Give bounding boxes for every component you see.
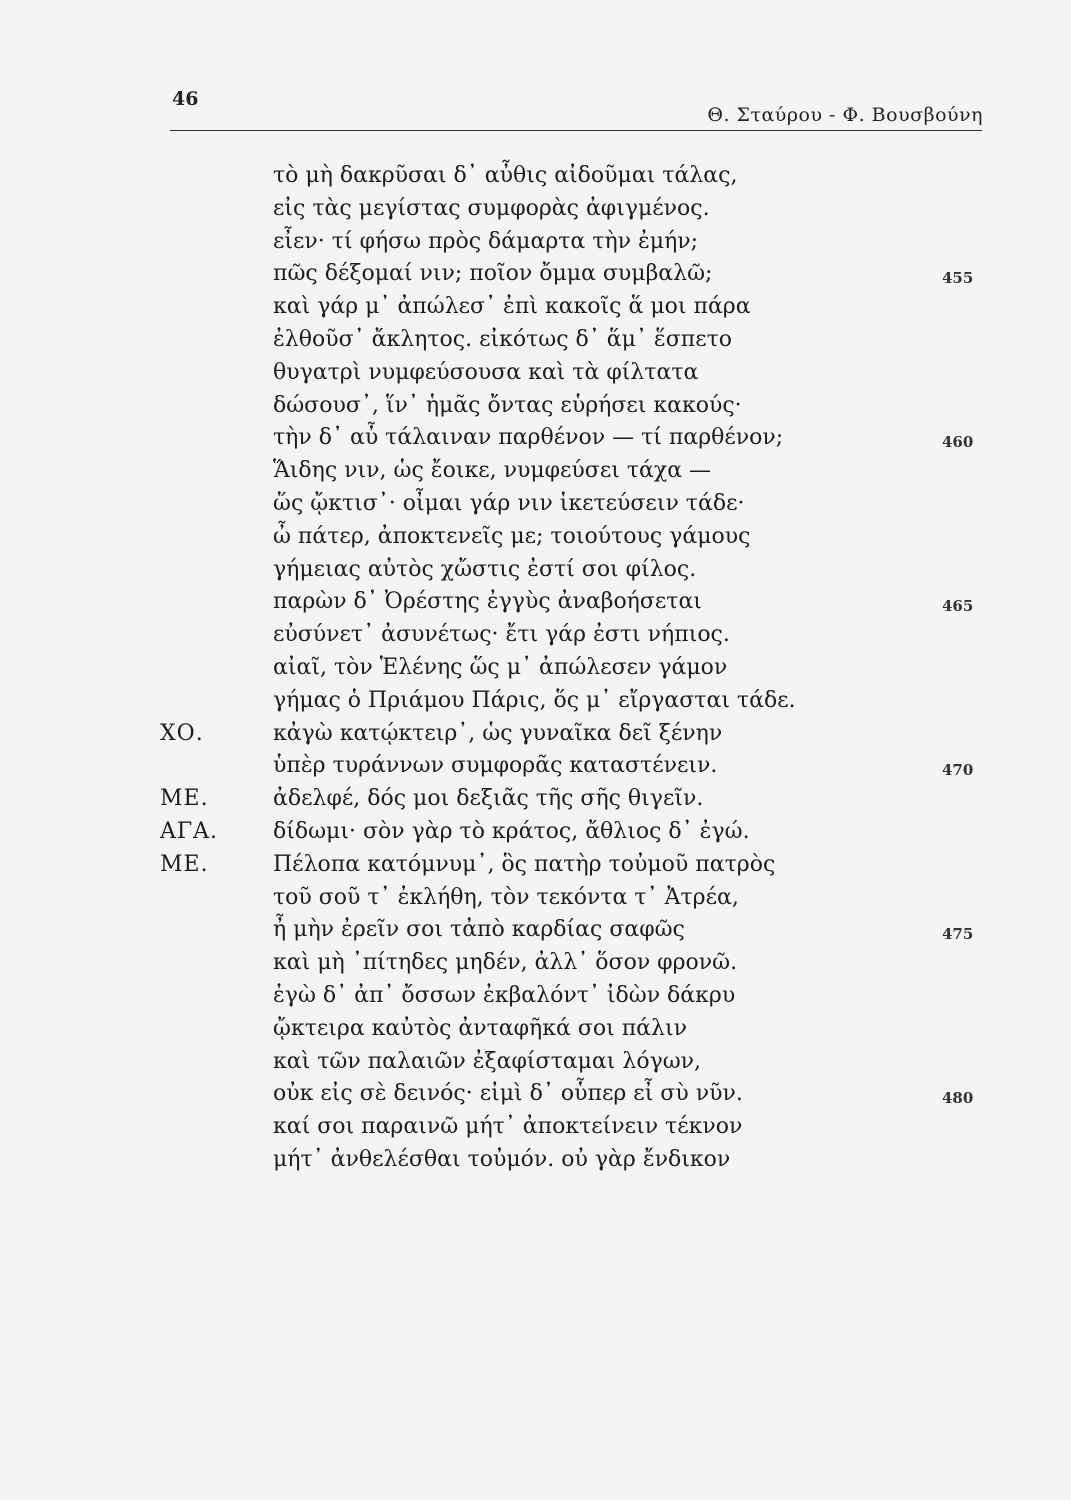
verse-line [160,521,1000,554]
verse-line-text: εἶεν· τί φήσω πρὸς δάμαρτα τὴν ἐμήν; [273,228,699,254]
speaker-label: ΑΓΑ. [160,818,219,844]
verse-line [160,1046,1000,1079]
verse-line-text: ἦ μὴν ἐρεῖν σοι τἀπὸ καρδίας σαφῶς [273,917,685,943]
verse-line [160,586,1000,619]
verse-line-text: παρὼν δ᾽ Ὀρέστης ἐγγὺς ἀναβοήσεται [273,589,702,615]
verse-line [160,455,1000,488]
verse-line-text: καὶ γάρ μ᾽ ἀπώλεσ᾽ ἐπὶ κακοῖς ἅ μοι πάρα [273,294,751,320]
line-number: 475 [942,925,974,944]
verse-line-text: θυγατρὶ νυμφεύσουσα καὶ τὰ φίλτατα [273,359,699,385]
line-number: 480 [942,1089,974,1108]
verse-line-text: καὶ τῶν παλαιῶν ἐξαφίσταμαι λόγων, [273,1048,702,1074]
verse-line-text: ἐγὼ δ᾽ ἀπ᾽ ὄσσων ἐκβαλόντ᾽ ἰδὼν δάκρυ [273,982,736,1008]
verse-line [160,488,1000,521]
verse-line [160,390,1000,423]
verse-line-text: εἰς τὰς μεγίστας συμφορὰς ἀφιγμένος. [273,195,710,221]
verse-line [160,160,1000,193]
header-rule [170,130,982,131]
line-number: 455 [942,269,974,288]
verse-line [160,947,1000,980]
verse-line [160,882,1000,915]
verse-line-text: εὐσύνετ᾽ ἀσυνέτως· ἔτι γάρ ἐστι νήπιος. [273,622,730,648]
verse-line-text: ὑπὲρ τυράννων συμφορᾶς καταστένειν. [273,753,718,779]
line-number: 460 [942,433,974,452]
verse-line [160,718,1000,751]
verse-line-text: δίδωμι· σὸν γὰρ τὸ κράτος, ἄθλιος δ᾽ ἐγώ. [273,818,750,844]
verse-line [160,1111,1000,1144]
verse-line [160,652,1000,685]
speaker-label: ΧΟ. [160,720,204,746]
verse-line-text: ὦ πάτερ, ἀποκτενεῖς με; τοιούτους γάμους [273,523,751,549]
verse-text [160,160,1000,1177]
verse-line-text: ἐλθοῦσ᾽ ἄκλητος. εἰκότως δ᾽ ἅμ᾽ ἕσπετο [273,326,733,352]
page-number: 46 [172,88,199,110]
verse-line-text: γήμας ὁ Πριάμου Πάρις, ὅς μ᾽ εἴργασται τάδε. [273,687,796,713]
verse-line [160,816,1000,849]
verse-line [160,357,1000,390]
line-number: 470 [942,761,974,780]
verse-line-text: καί σοι παραινῶ μήτ᾽ ἀποκτείνειν τέκνον [273,1114,743,1140]
verse-line [160,1013,1000,1046]
verse-line [160,226,1000,259]
verse-line [160,980,1000,1013]
verse-line-text: τὸ μὴ δακρῦσαι δ᾽ αὖθις αἰδοῦμαι τάλας, [273,163,738,188]
verse-line-text: τὴν δ᾽ αὖ τάλαιναν παρθένον — τί παρθένον; [273,425,784,451]
verse-line-text: ὥς ᾤκτισ᾽· οἶμαι γάρ νιν ἱκετεύσειν τάδε· [273,490,745,516]
verse-line-text: τοῦ σοῦ τ᾽ ἐκλήθη, τὸν τεκόντα τ᾽ Ἀτρέα, [273,884,739,910]
speaker-label: ΜΕ. [160,786,209,812]
verse-line-text: Ἅιδης νιν, ὡς ἔοικε, νυμφεύσει τάχα — [273,458,712,484]
verse-line [160,1078,1000,1111]
speaker-label: ΜΕ. [160,851,209,877]
verse-line-text: ᾤκτειρα καὐτὸς ἀνταφῆκά σοι πάλιν [273,1015,687,1041]
verse-line-text: καὶ μὴ ᾽πίτηδες μηδέν, ἀλλ᾽ ὅσον φρονῶ. [273,950,738,976]
verse-line [160,258,1000,291]
line-number: 465 [942,597,974,616]
verse-line [160,291,1000,324]
verse-line [160,193,1000,226]
verse-line [160,554,1000,587]
verse-line [160,783,1000,816]
verse-line-text: μήτ᾽ ἀνθελέσθαι τοὐμόν. οὐ γὰρ ἔνδικον [273,1146,731,1172]
verse-line [160,1144,1000,1177]
verse-line [160,685,1000,718]
running-head: Θ. Σταύρου - Φ. Βουσβούνη [707,104,983,126]
verse-line [160,324,1000,357]
verse-line-text: γήμειας αὐτὸς χὤστις ἐστί σοι φίλος. [273,556,697,582]
verse-line [160,422,1000,455]
verse-line [160,619,1000,652]
verse-line-text: ἀδελφέ, δός μοι δεξιᾶς τῆς σῆς θιγεῖν. [273,786,704,812]
verse-line-text: αἰαῖ, τὸν Ἑλένης ὥς μ᾽ ἀπώλεσεν γάμον [273,654,728,680]
verse-line-text: πῶς δέξομαί νιν; ποῖον ὄμμα συμβαλῶ; [273,261,713,287]
verse-line [160,914,1000,947]
verse-line [160,849,1000,882]
verse-line-text: οὐκ εἰς σὲ δεινός· εἰμὶ δ᾽ οὗπερ εἶ σὺ νῦν. [273,1081,743,1107]
verse-line-text: κἀγὼ κατῴκτειρ᾽, ὡς γυναῖκα δεῖ ξένην [273,720,723,746]
verse-line-text: Πέλοπα κατόμνυμ᾽, ὃς πατὴρ τοὐμοῦ πατρὸς [273,851,776,877]
verse-line [160,750,1000,783]
verse-line-text: δώσουσ᾽, ἵν᾽ ἡμᾶς ὄντας εὑρήσει κακούς· [273,392,742,418]
